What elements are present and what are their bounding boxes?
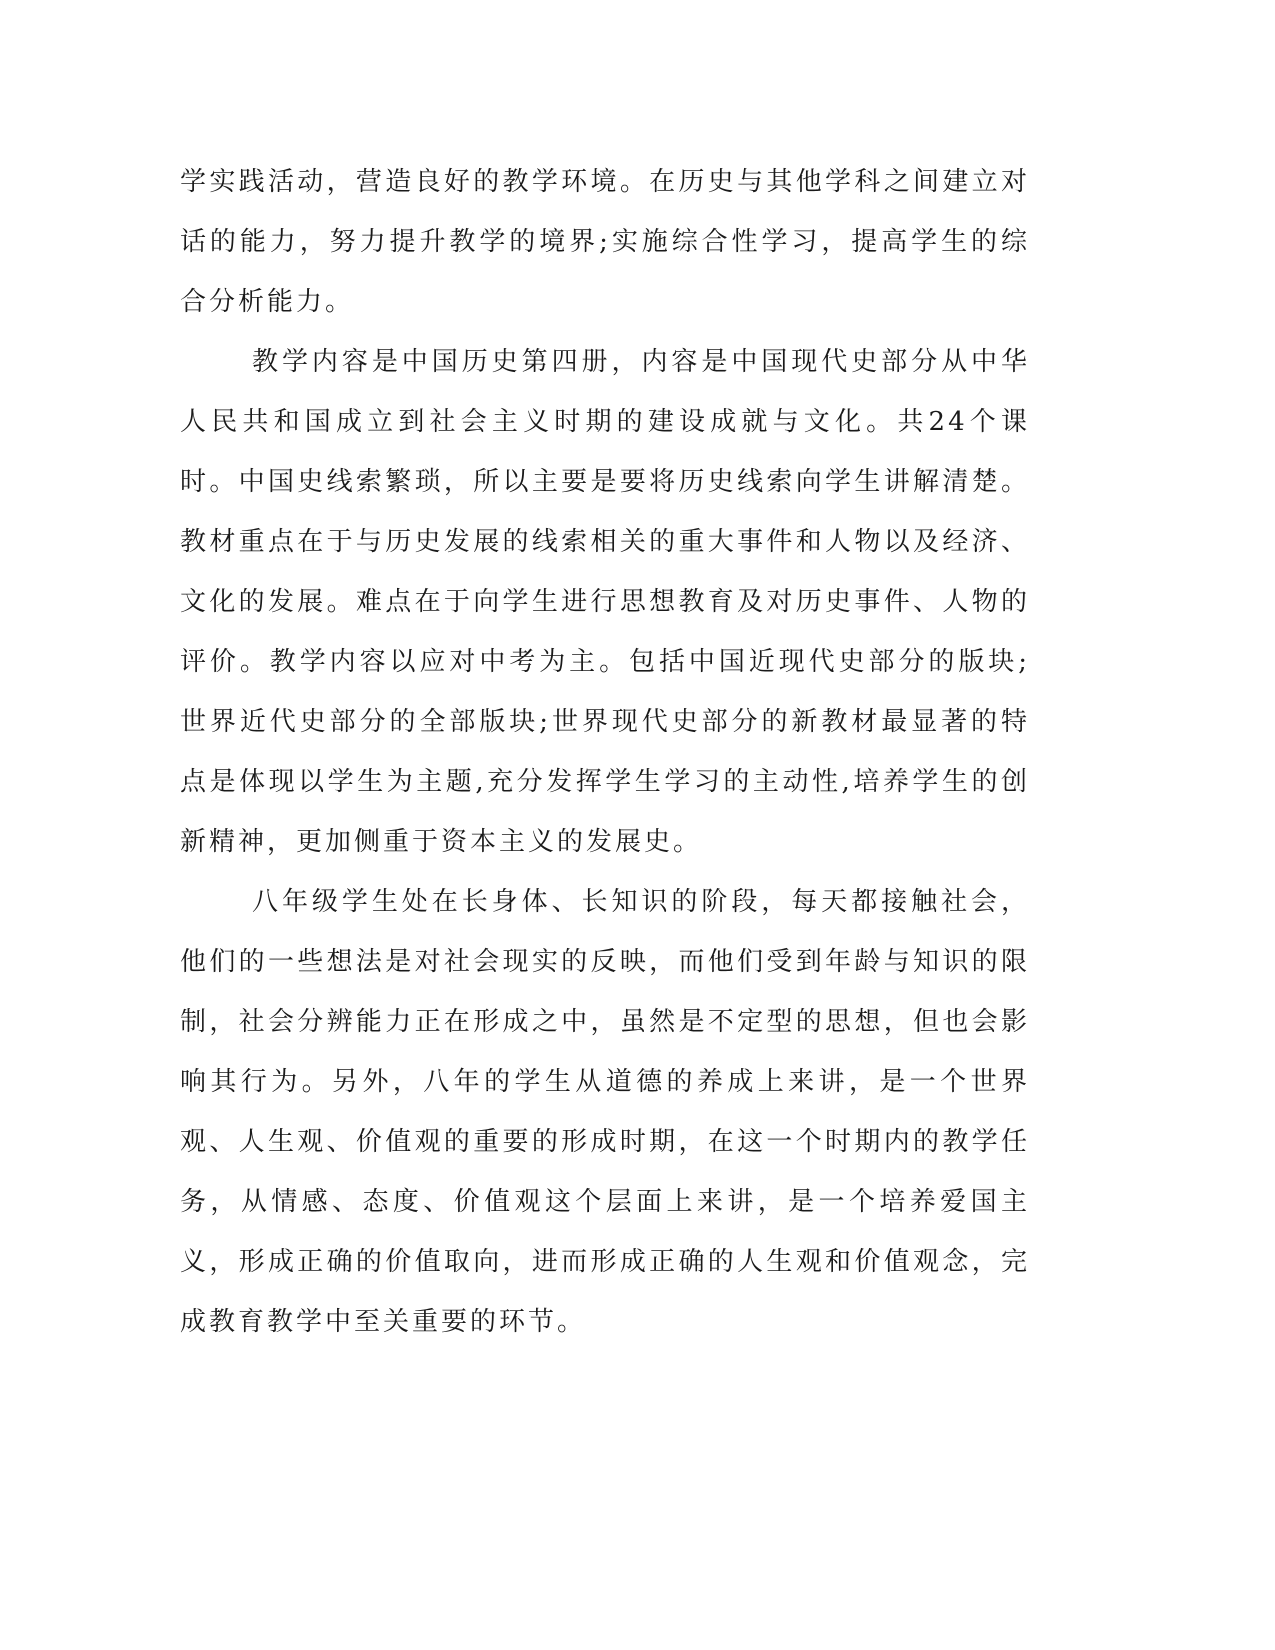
paragraph-student-analysis: 八年级学生处在长身体、长知识的阶段，每天都接触社会，他们的一些想法是对社会现实的反映，而他们受到年龄与知识的限制，社会分辨能力正在形成之中，虽然是不定型的思想，但也会影响其行为。另外，八年的学生从道德的养成上来讲，是一个世界观、人生观、价值观的重要的形成时期，在这一个时期内的教学任务，从情感、态度、价值观这个层面上来讲，是一个培养爱国主义，形成正确的价值取向，进而形成正确的人生观和价值观念，完成教育教学中至关重要的环节。 — [180, 887, 1030, 1337]
document-body — [180, 152, 1030, 1352]
paragraph-teaching-content: 教学内容是中国历史第四册，内容是中国现代史部分从中华人民共和国成立到社会主义时期的建设成就与文化。共24个课时。中国史线索繁琐，所以主要是要将历史线索向学生讲解清楚。教材重点在于与历史发展的线索相关的重大事件和人物以及经济、文化的发展。难点在于向学生进行思想教育及对历史事件、人物的评价。教学内容以应对中考为主。包括中国近现代史部分的版块;世界近代史部分的全部版块;世界现代史部分的新教材最显著的特点是体现以学生为主题,充分发挥学生学习的主动性,培养学生的创新精神，更加侧重于资本主义的发展史。 — [180, 347, 1030, 857]
paragraph-continuation: 学实践活动，营造良好的教学环境。在历史与其他学科之间建立对话的能力，努力提升教学的境界;实施综合性学习，提高学生的综合分析能力。 — [180, 167, 1030, 317]
